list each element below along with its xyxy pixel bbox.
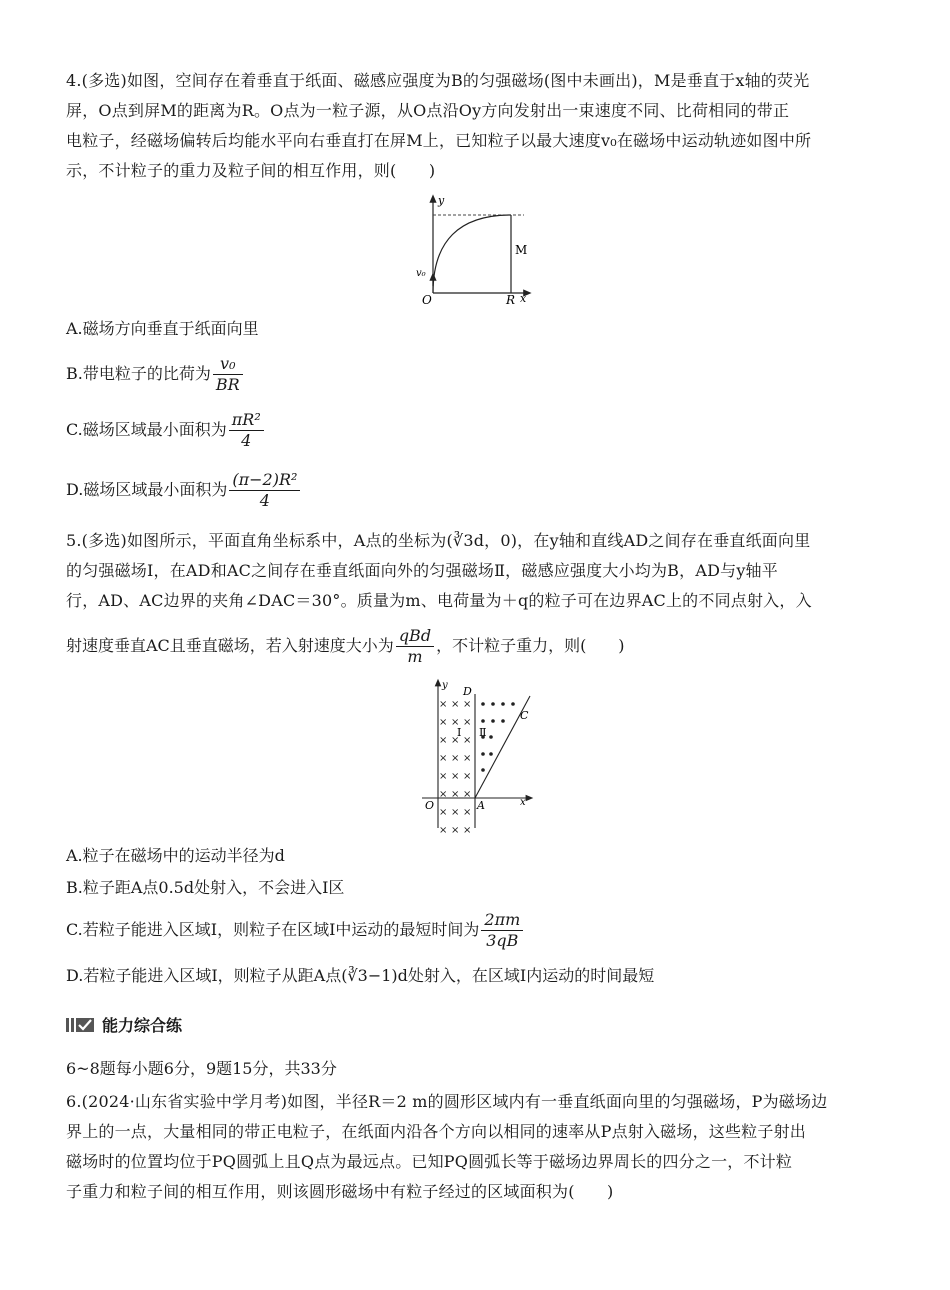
q4-option-b-den: BR: [215, 375, 240, 394]
checklist-icon: [66, 1016, 96, 1034]
q4-label-x: x: [520, 292, 527, 305]
q4-option-c-den: 4: [241, 431, 252, 450]
q4-label-v0: v₀: [416, 268, 426, 279]
q5-speed-num: qBd: [396, 626, 434, 647]
field-in-cross: ×: [451, 753, 460, 764]
q5-label-d: D: [463, 685, 472, 698]
q6-line-4: 子重力和粒子间的相互作用，则该圆形磁场中有粒子经过的区域面积为( ): [66, 1182, 614, 1201]
q5-label-c: C: [520, 709, 529, 722]
scoring-note: [66, 1058, 337, 1080]
q5-label-a: A: [477, 799, 485, 812]
field-in-cross: ×: [439, 771, 448, 782]
q5-line-4: [66, 626, 625, 667]
field-in-cross: ×: [439, 753, 448, 764]
q5-option-c-fraction: [481, 910, 523, 951]
field-in-cross: ×: [463, 717, 472, 728]
field-in-cross: ×: [439, 735, 448, 746]
field-out-dot: [491, 719, 495, 723]
field-in-cross: ×: [451, 789, 460, 800]
field-out-dot: [481, 752, 485, 756]
q5-option-c: [66, 910, 525, 951]
q5-line-4-text: 射速度垂直AC且垂直磁场，若入射速度大小为: [66, 636, 394, 655]
scoring-text: 6~8题每小题6分，9题15分，共33分: [66, 1059, 337, 1078]
q5-speed-fraction: [396, 626, 434, 667]
field-out-dot: [489, 752, 493, 756]
q5-option-c-num: 2πm: [481, 910, 523, 931]
field-in-cross: ×: [451, 807, 460, 818]
q4-option-d-num: (π−2)R²: [229, 470, 300, 491]
q4-option-b-fraction: [213, 354, 243, 395]
field-in-cross: ×: [451, 699, 460, 710]
q5-line-1: 5.(多选)如图所示，平面直角坐标系中，A点的坐标为(∛3d，0)，在y轴和直线AD之间存在垂直纸面向里: [66, 531, 811, 550]
field-in-cross: ×: [439, 807, 448, 818]
q5-line-3: 行，AD、AC边界的夹角∠DAC＝30°。质量为m、电荷量为＋q的粒子可在边界AC上的不同点射入，入: [66, 591, 812, 610]
q5-option-d-text: D.若粒子能进入区域Ⅰ，则粒子从距A点(∛3−1)d处射入，在区域Ⅰ内运动的时间最短: [66, 966, 655, 985]
section-header: [66, 1013, 182, 1036]
field-out-dot: [489, 735, 493, 739]
field-in-cross: ×: [451, 825, 460, 833]
q4-label-y: y: [438, 194, 445, 207]
q4-figure: [410, 192, 540, 307]
field-out-dot: [481, 719, 485, 723]
q5-option-b: [66, 877, 344, 899]
field-in-cross: ×: [463, 771, 472, 782]
q6-line-1: 6.(2024·山东省实验中学月考)如图，半径R＝2 m的圆形区域内有一垂直纸面向里的匀强磁场，P为磁场边: [66, 1092, 828, 1111]
field-in-cross: ×: [451, 771, 460, 782]
q4-option-d: [66, 470, 302, 511]
q4-option-d-fraction: [229, 470, 300, 511]
field-in-cross: ×: [439, 825, 448, 833]
q5-figure: [418, 678, 538, 833]
q4-option-d-text: D.磁场区域最小面积为: [66, 480, 228, 499]
q5-label-region1: Ⅰ: [457, 726, 462, 739]
q5-option-a: [66, 845, 285, 867]
q4-option-c: [66, 410, 266, 451]
q4-line-1: 4.(多选)如图，空间存在着垂直于纸面、磁感应强度为B的匀强磁场(图中未画出)，M是垂直于x轴的荧光: [66, 71, 810, 90]
field-out-dot: [501, 719, 505, 723]
field-in-cross: ×: [451, 735, 460, 746]
q5-label-x: x: [520, 797, 526, 808]
field-in-cross: ×: [463, 789, 472, 800]
field-out-dot: [501, 702, 505, 706]
q4-option-c-num: πR²: [229, 410, 264, 431]
q5-option-c-text: C.若粒子能进入区域Ⅰ，则粒子在区域Ⅰ中运动的最短时间为: [66, 920, 480, 939]
field-out-dot: [491, 702, 495, 706]
field-in-cross: ×: [439, 699, 448, 710]
q5-option-d: [66, 965, 654, 987]
field-in-cross: ×: [463, 825, 472, 833]
q5-stem: [66, 526, 886, 616]
q5-label-o: O: [425, 799, 435, 812]
field-in-cross: ×: [439, 789, 448, 800]
q4-option-b: [66, 354, 245, 395]
field-in-cross: ×: [451, 717, 460, 728]
field-in-cross: ×: [463, 699, 472, 710]
q5-speed-den: m: [407, 647, 423, 666]
q4-stem: [66, 66, 886, 186]
q5-field-in-marks: [439, 699, 471, 833]
q4-line-2: 屏，O点到屏M的距离为R。O点为一粒子源，从O点沿Oy方向发射出一束速度不同、比荷相同的带正: [66, 101, 790, 120]
field-out-dot: [511, 702, 515, 706]
field-out-dot: [481, 768, 485, 772]
q5-label-y: y: [442, 680, 448, 691]
q4-option-c-text: C.磁场区域最小面积为: [66, 420, 227, 439]
q4-option-d-den: 4: [259, 491, 270, 510]
q4-option-c-fraction: [229, 410, 264, 451]
field-in-cross: ×: [463, 807, 472, 818]
field-out-dot: [481, 702, 485, 706]
q6-line-3: 磁场时的位置均位于PQ圆弧上且Q点为最远点。已知PQ圆弧长等于磁场边界周长的四分之一，不计粒: [66, 1152, 793, 1171]
q5-line-2: 的匀强磁场Ⅰ，在AD和AC之间存在垂直纸面向外的匀强磁场Ⅱ，磁感应强度大小均为B，AD与y轴平: [66, 561, 778, 580]
section-title: 能力综合练: [102, 1016, 183, 1035]
q4-trajectory: [433, 215, 511, 293]
q4-label-r: R: [506, 293, 516, 307]
q4-option-a-text: A.磁场方向垂直于纸面向里: [66, 319, 259, 338]
field-in-cross: ×: [463, 735, 472, 746]
q6-stem: [66, 1087, 886, 1207]
field-in-cross: ×: [463, 753, 472, 764]
q5-option-c-den: 3qB: [486, 931, 519, 950]
q4-line-4: 示，不计粒子的重力及粒子间的相互作用，则( ): [66, 161, 436, 180]
q6-line-2: 界上的一点，大量相同的带正电粒子，在纸面内沿各个方向以相同的速率从P点射入磁场，这些粒子射出: [66, 1122, 806, 1141]
q4-option-b-text: B.带电粒子的比荷为: [66, 364, 211, 383]
q4-label-o: O: [422, 293, 432, 307]
q4-option-a: [66, 318, 259, 340]
q4-label-m: M: [515, 243, 528, 257]
q5-label-region2: Ⅱ: [479, 726, 487, 739]
q5-line-4-suffix: ，不计粒子重力，则( ): [436, 636, 625, 655]
field-in-cross: ×: [439, 717, 448, 728]
q5-option-a-text: A.粒子在磁场中的运动半径为d: [66, 846, 285, 865]
q4-option-b-num: v₀: [213, 354, 243, 375]
q5-option-b-text: B.粒子距A点0.5d处射入，不会进入Ⅰ区: [66, 878, 345, 897]
q4-line-3: 电粒子，经磁场偏转后均能水平向右垂直打在屏M上，已知粒子以最大速度v₀在磁场中运动轨迹如图中所: [66, 131, 812, 150]
